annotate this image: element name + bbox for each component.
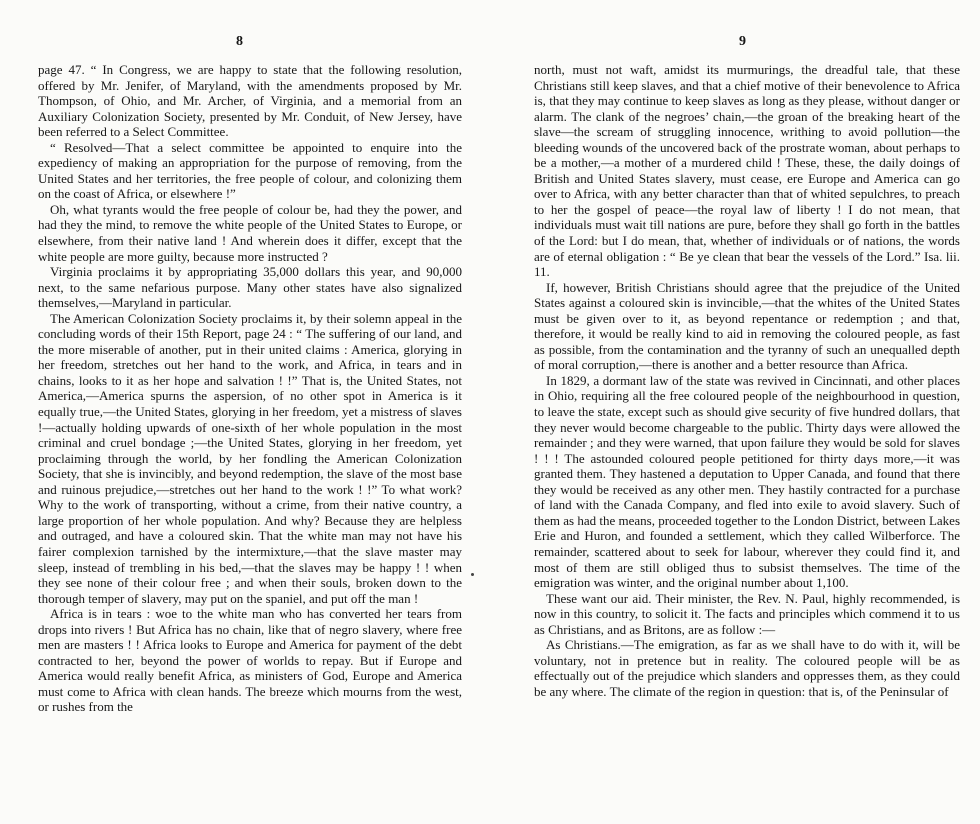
paragraph-resolved: “ Resolved—That a select committee be appointed to enquire into the expediency of making an appropriation for the purpose of removing, from the United States and her territories, the free people of colour, and colonizing them on the coast of Africa, or elsewhere !” bbox=[38, 139, 462, 202]
paragraph-virginia: Virginia proclaims it by appropriating 35,000 dollars this year, and 90,000 next, to the same nefarious purpose. Many other states have also signalized themselves,—Maryland in particular. bbox=[38, 264, 462, 311]
stray-mark bbox=[471, 573, 474, 576]
paragraph-africa-tears: Africa is in tears : woe to the white man who has converted her tears from drops into rivers ! But Africa has no chain, like that of negro slavery, where free men are masters ! ! Africa looks to Europe and America for payment of the debt contracted to her, beyond the power of worlds to repay. But if Europe and America would really benefit Africa, as ministers of God, Europe and America must come to Africa with clean hands. The breeze which mourns from the west, or rushes from the bbox=[38, 606, 462, 715]
right-page bbox=[490, 0, 980, 824]
paragraph-north: north, must not waft, amidst its murmurings, the dreadful tale, that these Christians still keep slaves, and that a chief motive of their benevolence to Africa is, that they may continue to keep slaves as long as they please, without danger or alarm. The clank of the negroes’ chain,—the groan of the breaking heart of the slave—the scream of struggling innocence, writhing to avoid pollution—the bleeding wounds of the uncovered back of the prostrate woman, about perhaps to be a mother,—a mother of a murdered child ! These, these, the daily doings of British and United States slavery, must cease, ere Europe and America can go over to Africa, with any better character than that of whited sepulchres, to preach to her the gospel of peace—the royal law of liberty ! I do not mean, that individuals must wait till nations are pure, before they shall go forth in the battles of the Lord: but I do mean, that, whether of individuals or of nations, the words are of eternal obligation : “ Be ye clean that bear the vessels of the Lord.” Isa. lii. 11. bbox=[534, 62, 960, 280]
paragraph-british-christians: If, however, British Christians should agree that the prejudice of the United States against a coloured skin is invincible,—that the whites of the United States must be given over to it, as beyond repentance or redemption ; and that, therefore, it would be really kind to aid in removing the coloured people, as fast as possible, from the contamination and the tyranny of such an unequalled depth of moral corruption,—there is another and a better resource than Africa. bbox=[534, 279, 960, 373]
paragraph-tyrants: Oh, what tyrants would the free people of colour be, had they the power, and had they the mind, to remove the white people of the United States to Europe, or elsewhere, from their native land ! And wherein does it differ, except that the white people are more guilty, because more instructed ? bbox=[38, 201, 462, 264]
page-number-right: 9 bbox=[739, 34, 747, 49]
page-number-left: 8 bbox=[236, 34, 244, 49]
paragraph-page47: page 47. “ In Congress, we are happy to state that the following resolution, offered by Mr. Jenifer, of Maryland, with the amendments proposed by Mr. Thompson, of Ohio, and Mr. Archer, of Virginia, and a memorial from an Auxiliary Colonization Society, presented by Mr. Conduit, of New Jersey, have been referred to a Select Committee. bbox=[38, 62, 462, 140]
right-page-text bbox=[534, 62, 960, 699]
left-page-text bbox=[38, 62, 462, 715]
paragraph-want-aid: These want our aid. Their minister, the Rev. N. Paul, highly recommended, is now in this country, to solicit it. The facts and principles which commend it to us as Christians, and as Britons, are as follow :— bbox=[534, 590, 960, 637]
paragraph-1829: In 1829, a dormant law of the state was revived in Cincinnati, and other places in Ohio, requiring all the free coloured people of the neighbourhood in question, to leave the state, except such as should give security of five hundred dollars, that they never would become chargeable to the public. Thirty days were allowed the remainder ; and they were warned, that upon failure they would be sold for slaves ! ! ! The astounded coloured people petitioned for thirty days more,—it was granted them. They hastened a deputation to Upper Canada, and found that there they would be received as any other men. They hastily contracted for a purchase of land with the Canada Company, and fled into exile to avoid slavery. Such of them as had the means, proceeded together to the London District, between Lakes Erie and Huron, and founded a settlement, which they called Wilberforce. The remainder, scattered about to seek for labour, wherever they could find it, and most of them are still obliged thus to subsist themselves. The time of the emigration was winter, and the original number about 1,100. bbox=[534, 372, 960, 591]
paragraph-as-christians: As Christians.—The emigration, as far as we shall have to do with it, will be voluntary, not in pretence but in reality. The coloured people will be as effectually out of the prejudice which slanders and oppresses them, as they could be any where. The climate of the region in question: that is, of the Peninsular of bbox=[534, 637, 960, 699]
paragraph-colonization-society: The American Colonization Society proclaims it, by their solemn appeal in the concluding words of their 15th Report, page 24 : “ The suffering of our land, and the more miserable of another, put in their united claims : America, glorying in her freedom, stretches out her hand to the work, and Africa, in tears and in chains, looks to it as her hope and salvation ! !” That is, the United States, not America,—America spurns the aspersion, of no other spot in America is it equally true,—the United States, glorying in her freedom, yet a mistress of slaves !—actually holding upwards of one-sixth of her whole population in the most criminal and cruel bondage ;—the United States, glorying in her freedom, yet proclaiming through the world, by her fondling the American Colonization Society, that she is invincibly, and beyond redemption, the slave of the most base and ruinous prejudice,—stretches out her hand to the work ! !” To what work? Why to the work of transporting, without a crime, from their native country, a large proportion of her whole population. And why? Because they are helpless and outraged, and have a coloured skin. That the white man may not have his fairer complexion tarnished by the intermixture,—that the slave master may sleep, instead of trembling in his bed,—that the slaves may be happy ! ! when they see none of their colour free ; and when their souls, broken down to the thorough temper of slavery, may put on the spaniel, and put off the man ! bbox=[38, 310, 462, 606]
